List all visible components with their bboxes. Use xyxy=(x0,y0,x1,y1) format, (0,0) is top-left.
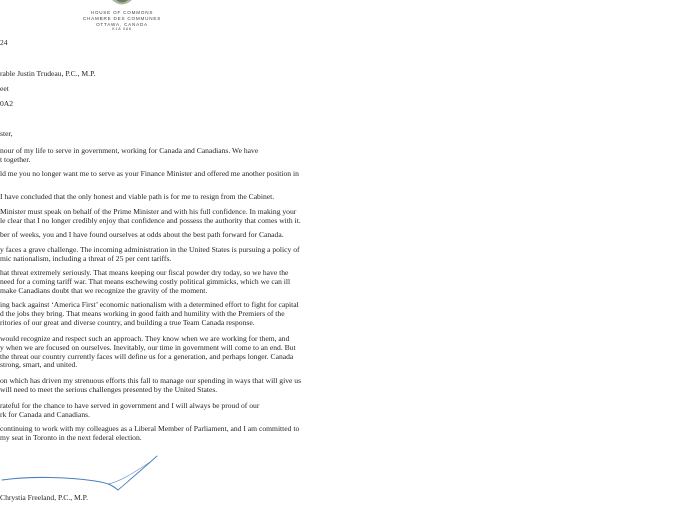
letterhead-line-3: OTTAWA, CANADA xyxy=(96,22,148,27)
paragraph-6: y faces a grave challenge. The incoming administration in the United States is pursuing a policy of mic nationalism, including a threat of 25 per cent tariffs. xyxy=(0,245,300,263)
house-of-commons-crest-icon xyxy=(106,0,138,8)
signatory-name: Chrystia Freeland, P.C., M.P. xyxy=(0,493,88,502)
letterhead-line-1: HOUSE OF COMMONS xyxy=(90,10,154,15)
paragraph-2: ld me you no longer want me to serve as your Finance Minister and offered me another position in xyxy=(0,169,299,178)
letterhead-line-4: K1A 0A6 xyxy=(112,27,132,31)
handwritten-signature xyxy=(0,452,170,496)
paragraph-12: continuing to work with my colleagues as a Liberal Member of Parliament, and I am committed to my seat in Toronto in the next federal election. xyxy=(0,424,300,442)
paragraph-4: Minister must speak on behalf of the Prime Minister and with his full confidence. In making your le clear that I no longer credibly enjoy that confidence and possess the authority that comes with it. xyxy=(0,207,301,225)
paragraph-9: would recognize and respect such an approach. They know when we are working for them, and y when we are focused on ourselves. Inevitably, our time in government will come to an end. But the threat our country currently faces will define us for a generation, and perhaps longer. Canada strong, smart, and united. xyxy=(0,334,296,370)
salutation: ster, xyxy=(0,129,13,138)
recipient-postal-code: 0A2 xyxy=(0,99,14,108)
paragraph-1: nour of my life to serve in government, working for Canada and Canadians. We have t together. xyxy=(0,146,259,164)
recipient-name: rable Justin Trudeau, P.C., M.P. xyxy=(0,69,96,78)
paragraph-5: ber of weeks, you and I have found ourselves at odds about the best path forward for Canada. xyxy=(0,230,284,239)
recipient-street: eet xyxy=(0,84,9,93)
paragraph-10: on which has driven my strenuous efforts this fall to manage our spending in ways that will give us will need to meet the serious challenges presented by the United States. xyxy=(0,376,302,394)
paragraph-3: I have concluded that the only honest and viable path is for me to resign from the Cabinet. xyxy=(0,192,275,201)
letter-date: 24 xyxy=(0,38,8,47)
paragraph-11: rateful for the chance to have served in government and I will always be proud of our rk for Canada and Canadians. xyxy=(0,401,260,419)
letterhead-line-2: CHAMBRE DES COMMUNES xyxy=(82,16,162,21)
paragraph-8: ing back against ‘America First’ economic nationalism with a determined effort to fight for capital d the jobs they bring. That means working in good faith and humility with the Premiers of the ritories of our great and diverse country, and building a true Team Canada response. xyxy=(0,300,299,327)
paragraph-7: hat threat extremely seriously. That means keeping our fiscal powder dry today, so we have the need for a coming tariff war. That means eschewing costly political gimmicks, which we can ill make Canadians doubt that we recognize the gravity of the moment. xyxy=(0,268,291,295)
